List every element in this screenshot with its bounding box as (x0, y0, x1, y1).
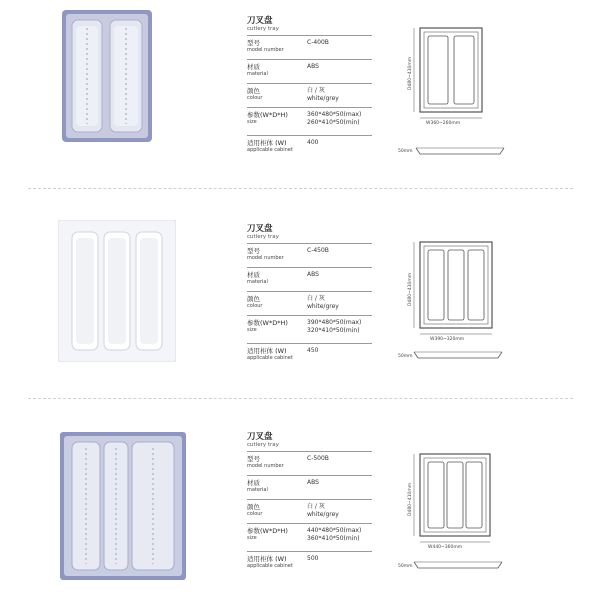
spec-label-en: size (247, 327, 257, 333)
spec-value: C-500B (307, 455, 329, 462)
spec-row-size (247, 107, 372, 135)
spec-value: 白 / 灰 white/grey (307, 87, 339, 102)
spec-label-en: model number (247, 463, 284, 469)
spec-table-1 (247, 16, 372, 159)
section-divider (28, 188, 573, 189)
spec-table-3 (247, 432, 372, 575)
spec-label-cn: 材质 (247, 479, 260, 487)
product-section-2 (0, 200, 600, 400)
spec-label-en: size (247, 119, 257, 125)
spec-label-cn: 适用柜体 (W) (247, 347, 287, 355)
spec-label-en: applicable cabinet (247, 147, 293, 153)
spec-row-model (247, 35, 372, 59)
spec-row-size (247, 523, 372, 551)
spec-row-material (247, 475, 372, 499)
spec-value: ABS (307, 271, 319, 278)
technical-drawing-2 (398, 240, 508, 370)
spec-value: 400 (307, 139, 319, 146)
spec-label-cn: 型号 (247, 39, 260, 47)
spec-row-colour (247, 83, 372, 107)
spec-label-cn: 颜色 (247, 87, 260, 95)
spec-label-en: size (247, 535, 257, 541)
depth-dimension-label: D480~410mm (408, 56, 413, 90)
spec-label-cn: 参数(W*D*H) (247, 111, 288, 119)
spec-row-colour (247, 291, 372, 315)
spec-label-cn: 适用柜体 (W) (247, 139, 287, 147)
depth-dimension-label: D480~410mm (408, 272, 413, 306)
product-title-cn: 刀叉盘 (247, 16, 273, 26)
width-dimension-label: W360~260mm (426, 121, 461, 126)
product-photo-2 (58, 220, 176, 362)
spec-label-en: material (247, 71, 268, 77)
spec-row-colour (247, 499, 372, 523)
spec-row-material (247, 267, 372, 291)
spec-label-en: material (247, 279, 268, 285)
spec-row-cabinet (247, 135, 372, 159)
product-title-en: cutlery tray (247, 442, 279, 448)
spec-table-2 (247, 224, 372, 367)
spec-label-en: colour (247, 511, 263, 517)
spec-value: 360*480*50(max) 260*410*50(min) (307, 111, 362, 126)
spec-label-cn: 型号 (247, 455, 260, 463)
spec-value: 450 (307, 347, 319, 354)
spec-row-cabinet (247, 343, 372, 367)
spec-label-cn: 颜色 (247, 295, 260, 303)
spec-label-en: model number (247, 255, 284, 261)
spec-label-cn: 材质 (247, 271, 260, 279)
product-title-en: cutlery tray (247, 26, 279, 32)
spec-label-cn: 参数(W*D*H) (247, 319, 288, 327)
spec-value: 500 (307, 555, 319, 562)
spec-value: C-400B (307, 39, 329, 46)
spec-value: ABS (307, 479, 319, 486)
spec-value: C-450B (307, 247, 329, 254)
width-dimension-label: W390~320mm (430, 337, 465, 342)
spec-row-model (247, 451, 372, 475)
spec-label-cn: 型号 (247, 247, 260, 255)
spec-label-cn: 颜色 (247, 503, 260, 511)
depth-dimension-label: D480~410mm (408, 482, 413, 516)
spec-value: 白 / 灰 white/grey (307, 503, 339, 518)
spec-label-en: applicable cabinet (247, 355, 293, 361)
height-dimension-label: 50mm (398, 354, 413, 359)
spec-label-en: material (247, 487, 268, 493)
width-dimension-label: W440~360mm (428, 545, 463, 550)
product-title-cn: 刀叉盘 (247, 224, 273, 234)
spec-value: 白 / 灰 white/grey (307, 295, 339, 310)
product-title-cn: 刀叉盘 (247, 432, 273, 442)
spec-label-cn: 材质 (247, 63, 260, 71)
spec-row-cabinet (247, 551, 372, 575)
spec-value: 390*480*50(max) 320*410*50(min) (307, 319, 362, 334)
technical-drawing-1 (398, 26, 508, 166)
spec-row-size (247, 315, 372, 343)
product-photo-3 (60, 432, 186, 580)
height-dimension-label: 50mm (398, 149, 413, 154)
spec-label-en: colour (247, 95, 263, 101)
product-section-3 (0, 400, 600, 600)
product-section-1 (0, 0, 600, 200)
spec-label-cn: 参数(W*D*H) (247, 527, 288, 535)
technical-drawing-3 (398, 452, 508, 582)
spec-value: ABS (307, 63, 319, 70)
spec-row-material (247, 59, 372, 83)
spec-label-en: model number (247, 47, 284, 53)
section-divider (28, 398, 573, 399)
spec-label-en: applicable cabinet (247, 563, 293, 569)
spec-row-model (247, 243, 372, 267)
product-title-en: cutlery tray (247, 234, 279, 240)
spec-label-en: colour (247, 303, 263, 309)
product-photo-1 (62, 10, 152, 142)
spec-label-cn: 适用柜体 (W) (247, 555, 287, 563)
spec-value: 440*480*50(max) 360*410*50(min) (307, 527, 362, 542)
height-dimension-label: 50mm (398, 564, 413, 569)
